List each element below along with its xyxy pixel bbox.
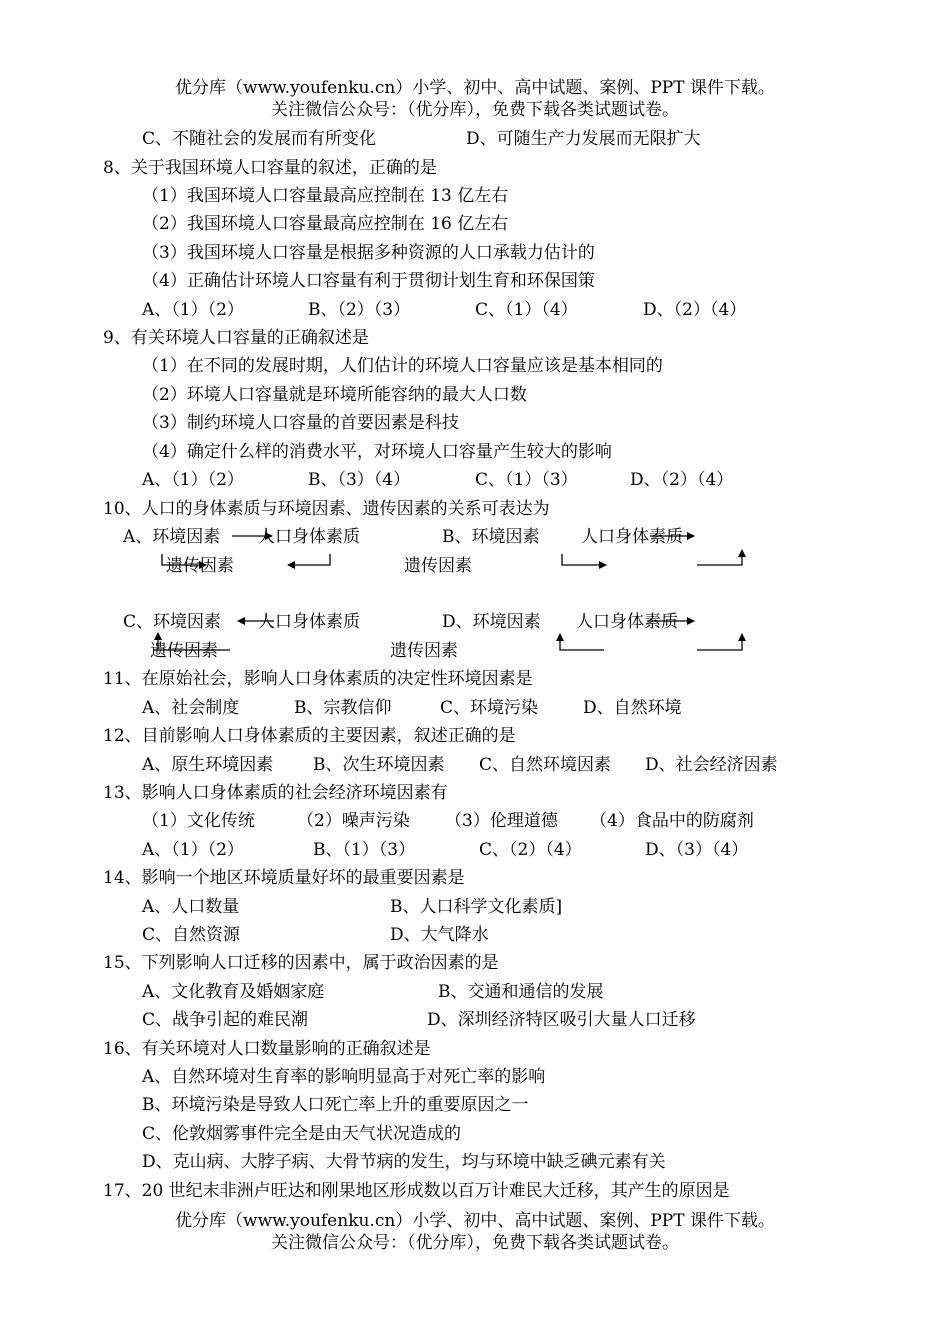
q13-item-1: （1）文化传统: [142, 811, 255, 831]
q13-option-c: C、（2）（4）: [479, 840, 582, 860]
q10-c-env: C、环境因素: [123, 612, 222, 632]
q10-c-genetic: 遗传因素: [150, 641, 218, 661]
q15-stem: 15、下列影响人口迁移的因素中，属于政治因素的是: [103, 953, 499, 973]
q13-stem: 13、影响人口身体素质的社会经济环境因素有: [103, 783, 448, 803]
q11-option-d: D、自然环境: [583, 698, 682, 718]
q15-option-b: B、交通和通信的发展: [438, 982, 604, 1002]
q8-stem: 8、关于我国环境人口容量的叙述，正确的是: [103, 158, 437, 178]
q14-option-c: C、自然资源: [142, 925, 241, 945]
q13-option-d: D、（3）（4）: [645, 840, 749, 860]
q15-option-a: A、文化教育及婚姻家庭: [142, 982, 325, 1002]
q9-item-4: （4）确定什么样的消费水平，对环境人口容量产生较大的影响: [142, 442, 612, 462]
q10-b-env: B、环境因素: [442, 527, 540, 547]
q7-option-c: C、不随社会的发展而有所变化: [142, 129, 377, 149]
q9-item-3: （3）制约环境人口容量的首要因素是科技: [142, 413, 459, 433]
q10-stem: 10、人口的身体素质与环境因素、遗传因素的关系可表达为: [103, 499, 550, 519]
q10-a-body: 人口身体素质: [258, 527, 360, 547]
q16-stem: 16、有关环境对人口数量影响的正确叙述是: [103, 1039, 431, 1059]
q14-stem: 14、影响一个地区环境质量好坏的最重要因素是: [103, 868, 465, 888]
q16-option-d: D、克山病、大脖子病、大骨节病的发生，均与环境中缺乏碘元素有关: [142, 1152, 666, 1172]
q10-d-genetic: 遗传因素: [390, 641, 458, 661]
q8-item-2: （2）我国环境人口容量最高应控制在 16 亿左右: [142, 214, 509, 234]
q9-stem: 9、有关环境人口容量的正确叙述是: [103, 328, 369, 348]
q15-option-c: C、战争引起的难民潮: [142, 1010, 309, 1030]
q12-option-d: D、社会经济因素: [645, 755, 778, 775]
q10-d-arrow-left-up: [560, 634, 604, 650]
q13-item-4: （4）食品中的防腐剂: [590, 811, 754, 831]
q17-stem: 17、20 世纪末非洲卢旺达和刚果地区形成数以百万计难民大迁移，其产生的原因是: [103, 1181, 730, 1201]
q12-option-c: C、自然环境因素: [479, 755, 612, 775]
q10-c-body: 人口身体素质: [258, 612, 360, 632]
q11-option-b: B、宗教信仰: [294, 698, 392, 718]
q12-option-b: B、次生环境因素: [313, 755, 445, 775]
q12-stem: 12、目前影响人口身体素质的主要因素，叙述正确的是: [103, 726, 516, 746]
q10-d-arrow-right-up: [697, 634, 742, 650]
q8-option-d: D、（2）（4）: [643, 300, 747, 320]
q8-item-3: （3）我国环境人口容量是根据多种资源的人口承载力估计的: [142, 243, 595, 263]
q10-b-arrow-genetic-body: [562, 554, 606, 565]
q10-a-genetic: 遗传因素: [166, 556, 234, 576]
q10-a-env: A、环境因素: [123, 527, 221, 547]
q14-option-a: A、人口数量: [142, 897, 240, 917]
q9-option-d: D、（2）（4）: [630, 470, 734, 490]
q11-stem: 11、在原始社会，影响人口身体素质的决定性环境因素是: [103, 669, 533, 689]
q12-option-a: A、原生环境因素: [142, 755, 274, 775]
q14-option-d: D、大气降水: [390, 925, 489, 945]
q10-b-arrow-up: [697, 550, 742, 565]
q10-b-body: 人口身体素质: [581, 527, 683, 547]
footer-line-2: 关注微信公众号：（优分库），免费下载各类试题试卷。: [271, 1233, 679, 1253]
q13-option-b: B、（1）（3）: [313, 840, 416, 860]
q8-option-c: C、（1）（4）: [475, 300, 578, 320]
q16-option-c: C、伦敦烟雾事件完全是由天气状况造成的: [142, 1124, 462, 1144]
q9-option-a: A、（1）（2）: [142, 470, 244, 490]
q10-d-env: D、环境因素: [442, 612, 541, 632]
q13-item-2: （2）噪声污染: [297, 811, 410, 831]
q9-option-b: B、（3）（4）: [308, 470, 411, 490]
q8-option-a: A、（1）（2）: [142, 300, 244, 320]
q10-d-body: 人口身体素质: [576, 612, 678, 632]
q8-option-b: B、（2）（3）: [308, 300, 411, 320]
header-line-2: 关注微信公众号：（优分库），免费下载各类试题试卷。: [271, 100, 679, 120]
q14-option-b: B、人口科学文化素质]: [390, 897, 563, 917]
footer-line-1: 优分库（www.youfenku.cn）小学、初中、高中试题、案例、PPT 课件下载。: [175, 1211, 775, 1231]
q13-option-a: A、（1）（2）: [142, 840, 244, 860]
q10-b-genetic: 遗传因素: [404, 556, 472, 576]
q9-option-c: C、（1）（3）: [475, 470, 578, 490]
q11-option-a: A、社会制度: [142, 698, 240, 718]
header-line-1: 优分库（www.youfenku.cn）小学、初中、高中试题、案例、PPT 课件下载。: [175, 78, 775, 98]
q8-item-4: （4）正确估计环境人口容量有利于贯彻计划生育和环保国策: [142, 271, 595, 291]
q7-option-d: D、可随生产力发展而无限扩大: [466, 129, 701, 149]
q13-item-3: （3）伦理道德: [445, 811, 558, 831]
q8-item-1: （1）我国环境人口容量最高应控制在 13 亿左右: [142, 186, 509, 206]
q10-a-arrow-body-genetic: [288, 554, 330, 565]
q9-item-1: （1）在不同的发展时期，人们估计的环境人口容量应该是基本相同的: [142, 356, 663, 376]
q11-option-c: C、环境污染: [440, 698, 539, 718]
q9-item-2: （2）环境人口容量就是环境所能容纳的最大人口数: [142, 385, 527, 405]
q15-option-d: D、深圳经济特区吸引大量人口迁移: [427, 1010, 696, 1030]
q16-option-a: A、自然环境对生育率的影响明显高于对死亡率的影响: [142, 1067, 546, 1087]
q16-option-b: B、环境污染是导致人口死亡率上升的重要原因之一: [142, 1095, 529, 1115]
